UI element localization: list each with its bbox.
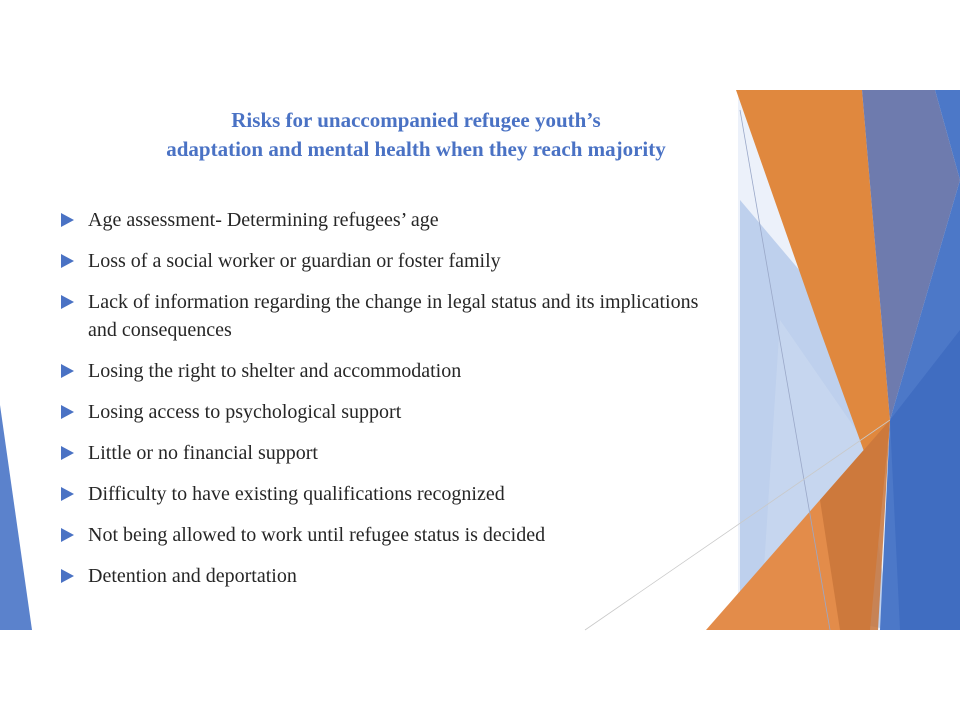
list-item (58, 439, 718, 467)
title-line-2: adaptation and mental health when they reach majority (166, 137, 666, 161)
bullet-text: Detention and deportation (88, 565, 297, 587)
list-item (58, 357, 718, 385)
bullet-text: Not being allowed to work until refugee status is decided (88, 524, 546, 546)
title-line-1: Risks for unaccompanied refugee youth’s (231, 108, 601, 132)
triangle-right-icon (61, 405, 74, 419)
list-item (58, 206, 718, 234)
triangle-right-icon (61, 528, 74, 542)
bullet-text: Difficulty to have existing qualifications recognized (88, 483, 505, 505)
bullet-text: Little or no financial support (88, 442, 318, 464)
bullet-text: Losing access to psychological support (88, 401, 402, 423)
list-item (58, 288, 718, 344)
bullet-text: Age assessment- Determining refugees’ age (88, 209, 439, 231)
triangle-right-icon (61, 295, 74, 309)
bullet-text: Loss of a social worker or guardian or foster family (88, 250, 501, 272)
triangle-right-icon (61, 487, 74, 501)
triangle-right-icon (61, 364, 74, 378)
list-item (58, 562, 718, 590)
triangle-right-icon (61, 254, 74, 268)
bullet-text: Losing the right to shelter and accommodation (88, 360, 462, 382)
slide-title (40, 106, 792, 164)
list-item (58, 480, 718, 508)
left-blue-sliver (0, 405, 32, 630)
bullet-text: Lack of information regarding the change in legal status and its implications and consequences (88, 291, 699, 341)
list-item (58, 398, 718, 426)
triangle-right-icon (61, 213, 74, 227)
triangle-right-icon (61, 569, 74, 583)
list-item (58, 247, 718, 275)
list-item (58, 521, 718, 549)
bullet-list (58, 206, 718, 603)
triangle-right-icon (61, 446, 74, 460)
